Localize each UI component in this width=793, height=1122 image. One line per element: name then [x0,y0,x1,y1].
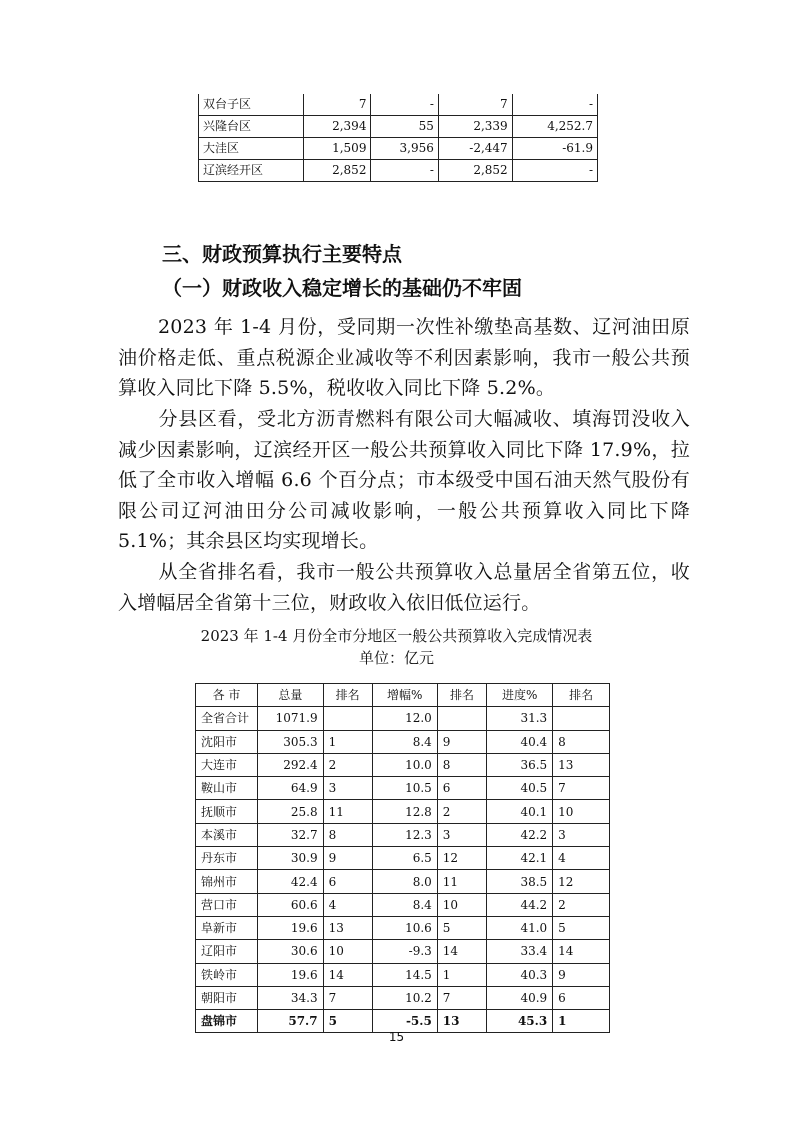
table-cell [437,707,487,730]
table-cell: 7 [438,94,512,116]
table-cell: 5 [437,916,487,939]
table-cell: 12 [553,870,610,893]
table-cell: 1 [553,1010,610,1033]
table-cell: 40.5 [487,777,553,800]
table-cell: 34.3 [258,986,324,1009]
table-cell: 1 [437,963,487,986]
table-cell: 9 [553,963,610,986]
table-cell: 45.3 [487,1010,553,1033]
table-cell: 9 [323,847,372,870]
table-cell: 11 [437,870,487,893]
table-row [196,800,610,823]
table-row [196,777,610,800]
table-cell: 30.9 [258,847,324,870]
table-row [196,940,610,963]
table-cell: 2,852 [438,160,512,182]
table-cell: 5 [553,916,610,939]
table-cell: - [371,94,438,116]
table-row [196,753,610,776]
table-cell: 10 [437,893,487,916]
table-row [196,893,610,916]
table-cell: 32.7 [258,823,324,846]
table-cell: 8 [323,823,372,846]
table-row [199,116,598,138]
table-row [196,986,610,1009]
table-cell: 25.8 [258,800,324,823]
table-cell: 7 [437,986,487,1009]
table-cell: 44.2 [487,893,553,916]
table-cell: 1,509 [304,138,371,160]
table-cell: -9.3 [372,940,437,963]
table-cell: 14 [553,940,610,963]
table-cell: -5.5 [372,1010,437,1033]
table-cell: 1 [323,730,372,753]
paragraph-3: 从全省排名看，我市一般公共预算收入总量居全省第五位，收入增幅居全省第十三位，财政收入依旧低位运行。 [118,561,690,614]
row-label: 大洼区 [199,138,304,160]
column-header: 总量 [258,684,324,707]
table-cell: 2,339 [438,116,512,138]
table-cell: 2 [323,753,372,776]
table-cell: 10 [323,940,372,963]
table-cell: 10.6 [372,916,437,939]
column-header: 排名 [323,684,372,707]
table-cell: 4,252.7 [512,116,597,138]
table-cell: -2,447 [438,138,512,160]
table-cell: -61.9 [512,138,597,160]
table-cell: 8.0 [372,870,437,893]
table-cell: - [512,94,597,116]
table-unit: 单位：亿元 [358,649,434,667]
table-cell: 41.0 [487,916,553,939]
table-cell: 12.0 [372,707,437,730]
row-label: 阜新市 [196,916,258,939]
row-label: 大连市 [196,753,258,776]
column-header: 增幅% [372,684,437,707]
page-number: 15 [388,1030,405,1044]
row-label: 鞍山市 [196,777,258,800]
table-cell: 42.2 [487,823,553,846]
table-cell: 7 [304,94,371,116]
section-heading: 三、财政预算执行主要特点 [162,242,402,266]
table-cell: 33.4 [487,940,553,963]
table-cell: 6 [437,777,487,800]
row-label: 辽阳市 [196,940,258,963]
table-cell: 30.6 [258,940,324,963]
table-row [196,870,610,893]
row-label: 兴隆台区 [199,116,304,138]
table-cell: 42.1 [487,847,553,870]
table-cell: - [512,160,597,182]
table-cell: 31.3 [487,707,553,730]
table-cell: 3 [553,823,610,846]
row-label: 全省合计 [196,707,258,730]
top-table [198,94,598,182]
table-cell: 7 [553,777,610,800]
table-row [199,94,598,116]
table-cell: 5 [323,1010,372,1033]
column-header: 进度% [487,684,553,707]
table-cell: 40.3 [487,963,553,986]
table-cell: 38.5 [487,870,553,893]
table-cell: 42.4 [258,870,324,893]
table-row [196,963,610,986]
table-cell: 3 [323,777,372,800]
table-cell: 8 [553,730,610,753]
table-cell: 19.6 [258,916,324,939]
row-label: 铁岭市 [196,963,258,986]
table-cell: 10.5 [372,777,437,800]
row-label: 朝阳市 [196,986,258,1009]
table-cell: 292.4 [258,753,324,776]
table-cell: 10.2 [372,986,437,1009]
table-cell [323,707,372,730]
table-cell: 14.5 [372,963,437,986]
table-cell: 6 [553,986,610,1009]
table-cell: 6.5 [372,847,437,870]
table-row [199,160,598,182]
table-cell: 13 [323,916,372,939]
table-cell: 12 [437,847,487,870]
table-cell: - [371,160,438,182]
table-cell: 60.6 [258,893,324,916]
row-label: 沈阳市 [196,730,258,753]
table-cell: 13 [437,1010,487,1033]
table-cell: 11 [323,800,372,823]
column-header: 各 市 [196,684,258,707]
table-cell: 9 [437,730,487,753]
table-cell: 40.4 [487,730,553,753]
table-row [196,823,610,846]
table-cell: 4 [553,847,610,870]
table-cell: 36.5 [487,753,553,776]
table-cell: 3,956 [371,138,438,160]
row-label: 双台子区 [199,94,304,116]
table-cell: 4 [323,893,372,916]
row-label: 抚顺市 [196,800,258,823]
table-cell: 3 [437,823,487,846]
row-label: 本溪市 [196,823,258,846]
table-cell: 305.3 [258,730,324,753]
column-header: 排名 [553,684,610,707]
table-cell: 7 [323,986,372,1009]
table-caption: 2023 年 1-4 月份全市分地区一般公共预算收入完成情况表 [200,627,593,645]
revenue-table [195,683,610,1033]
table-cell: 57.7 [258,1010,324,1033]
table-cell: 14 [437,940,487,963]
row-label: 营口市 [196,893,258,916]
table-cell: 1071.9 [258,707,324,730]
table-cell [553,707,610,730]
table-cell: 6 [323,870,372,893]
table-cell: 2,394 [304,116,371,138]
table-cell: 2 [553,893,610,916]
table-cell: 12.3 [372,823,437,846]
table-cell: 10.0 [372,753,437,776]
column-header: 排名 [437,684,487,707]
table-cell: 8.4 [372,730,437,753]
table-cell: 13 [553,753,610,776]
table-row [196,847,610,870]
table-row [196,916,610,939]
table-cell: 19.6 [258,963,324,986]
table-row [196,707,610,730]
table-cell: 14 [323,963,372,986]
table-cell: 8 [437,753,487,776]
row-label: 盘锦市 [196,1010,258,1033]
table-row [196,730,610,753]
table-cell: 64.9 [258,777,324,800]
table-cell: 40.1 [487,800,553,823]
table-cell: 10 [553,800,610,823]
row-label: 辽滨经开区 [199,160,304,182]
table-cell: 8.4 [372,893,437,916]
paragraph-1: 2023 年 1-4 月份，受同期一次性补缴垫高基数、辽河油田原油价格走低、重点税源企业减收等不利因素影响，我市一般公共预算收入同比下降 5.5%，税收收入同比下降 5.2%。 [118,316,690,399]
table-cell: 40.9 [487,986,553,1009]
paragraph-2: 分县区看，受北方沥青燃料有限公司大幅减收、填海罚没收入减少因素影响，辽滨经开区一般公共预算收入同比下降 17.9%，拉低了全市收入增幅 6.6 个百分点；市本级受中国石油天然气股份有限公司辽河油田分公司减收影响，一般公共预算收入同比下降 5.1%；其余县区均实现增长。 [118,408,690,552]
table-cell: 2 [437,800,487,823]
table-row [199,138,598,160]
table-cell: 12.8 [372,800,437,823]
row-label: 锦州市 [196,870,258,893]
table-cell: 2,852 [304,160,371,182]
sub-heading: （一）财政收入稳定增长的基础仍不牢固 [162,276,522,300]
table-cell: 55 [371,116,438,138]
row-label: 丹东市 [196,847,258,870]
